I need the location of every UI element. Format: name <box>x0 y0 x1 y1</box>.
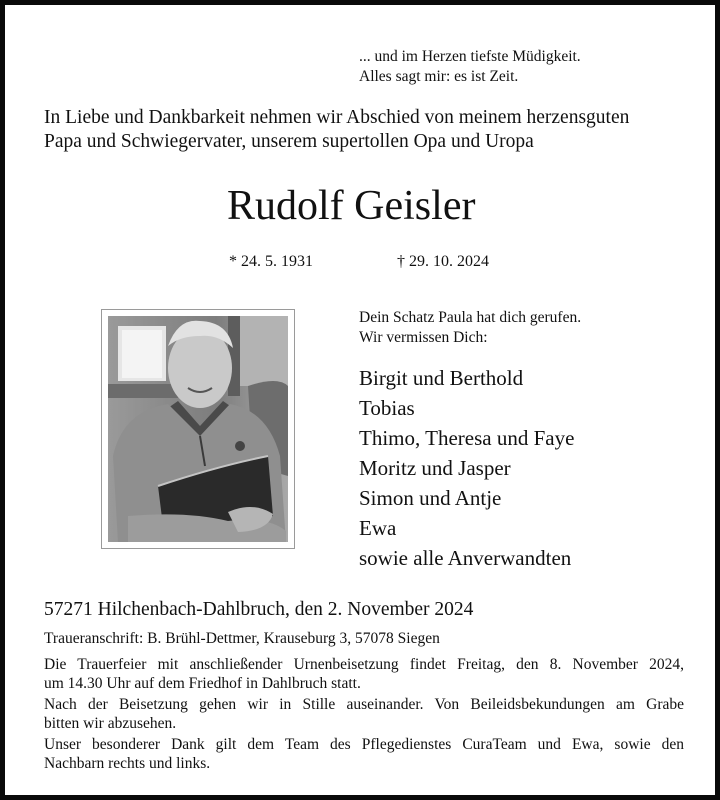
mourner-name: Thimo, Theresa und Faye <box>359 426 575 450</box>
condolence-line: bitten wir abzusehen. <box>44 715 177 732</box>
mourners-list <box>359 363 574 573</box>
mourners-intro-line: Dein Schatz Paula hat dich gerufen. <box>359 309 582 326</box>
intro-line: Papa und Schwiegervater, unserem supertollen Opa und Uropa <box>44 131 534 152</box>
mourner-name: Ewa <box>359 516 397 540</box>
thanks-line: Nachbarn rechts und links. <box>44 755 211 772</box>
mourner-name: Simon und Antje <box>359 486 502 510</box>
condolence-line: Nach der Beisetzung gehen wir in Stille auseinander. Von Beileidsbekundungen am Grabe <box>44 696 684 713</box>
mourner-name: Birgit und Berthold <box>359 366 524 390</box>
intro-line: In Liebe und Dankbarkeit nehmen wir Abschied von meinem herzensguten <box>44 107 630 128</box>
mourning-address: Traueranschrift: B. Brühl-Dettmer, Krauseburg 3, 57078 Siegen <box>44 630 440 647</box>
portrait-photo <box>108 316 288 542</box>
death-date: † 29. 10. 2024 <box>397 253 489 270</box>
mourner-name: Moritz und Jasper <box>359 456 511 480</box>
condolence-info <box>44 695 684 733</box>
thanks-note <box>44 735 684 773</box>
ceremony-line: um 14.30 Uhr auf dem Friedhof in Dahlbruch statt. <box>44 675 361 692</box>
motto-verse <box>359 47 581 87</box>
thanks-line: Unser besonderer Dank gilt dem Team des Pflegedienstes CuraTeam und Ewa, sowie den <box>44 736 684 753</box>
ceremony-info <box>44 655 684 693</box>
intro-text <box>44 106 629 154</box>
mourner-name: sowie alle Anverwandten <box>359 546 572 570</box>
mourners-intro <box>359 308 581 348</box>
motto-line: ... und im Herzen tiefste Müdigkeit. <box>359 48 581 65</box>
motto-line: Alles sagt mir: es ist Zeit. <box>359 68 519 85</box>
place-and-date: 57271 Hilchenbach-Dahlbruch, den 2. November 2024 <box>44 599 474 620</box>
mourner-name: Tobias <box>359 396 415 420</box>
portrait-photo-frame <box>101 309 295 549</box>
mourners-intro-line: Wir vermissen Dich: <box>359 329 488 346</box>
portrait-photo-icon <box>108 316 288 542</box>
birth-date: * 24. 5. 1931 <box>229 253 313 270</box>
ceremony-line: Die Trauerfeier mit anschließender Urnenbeisetzung findet Freitag, den 8. November 2024, <box>44 656 684 673</box>
deceased-name: Rudolf Geisler <box>227 183 476 229</box>
